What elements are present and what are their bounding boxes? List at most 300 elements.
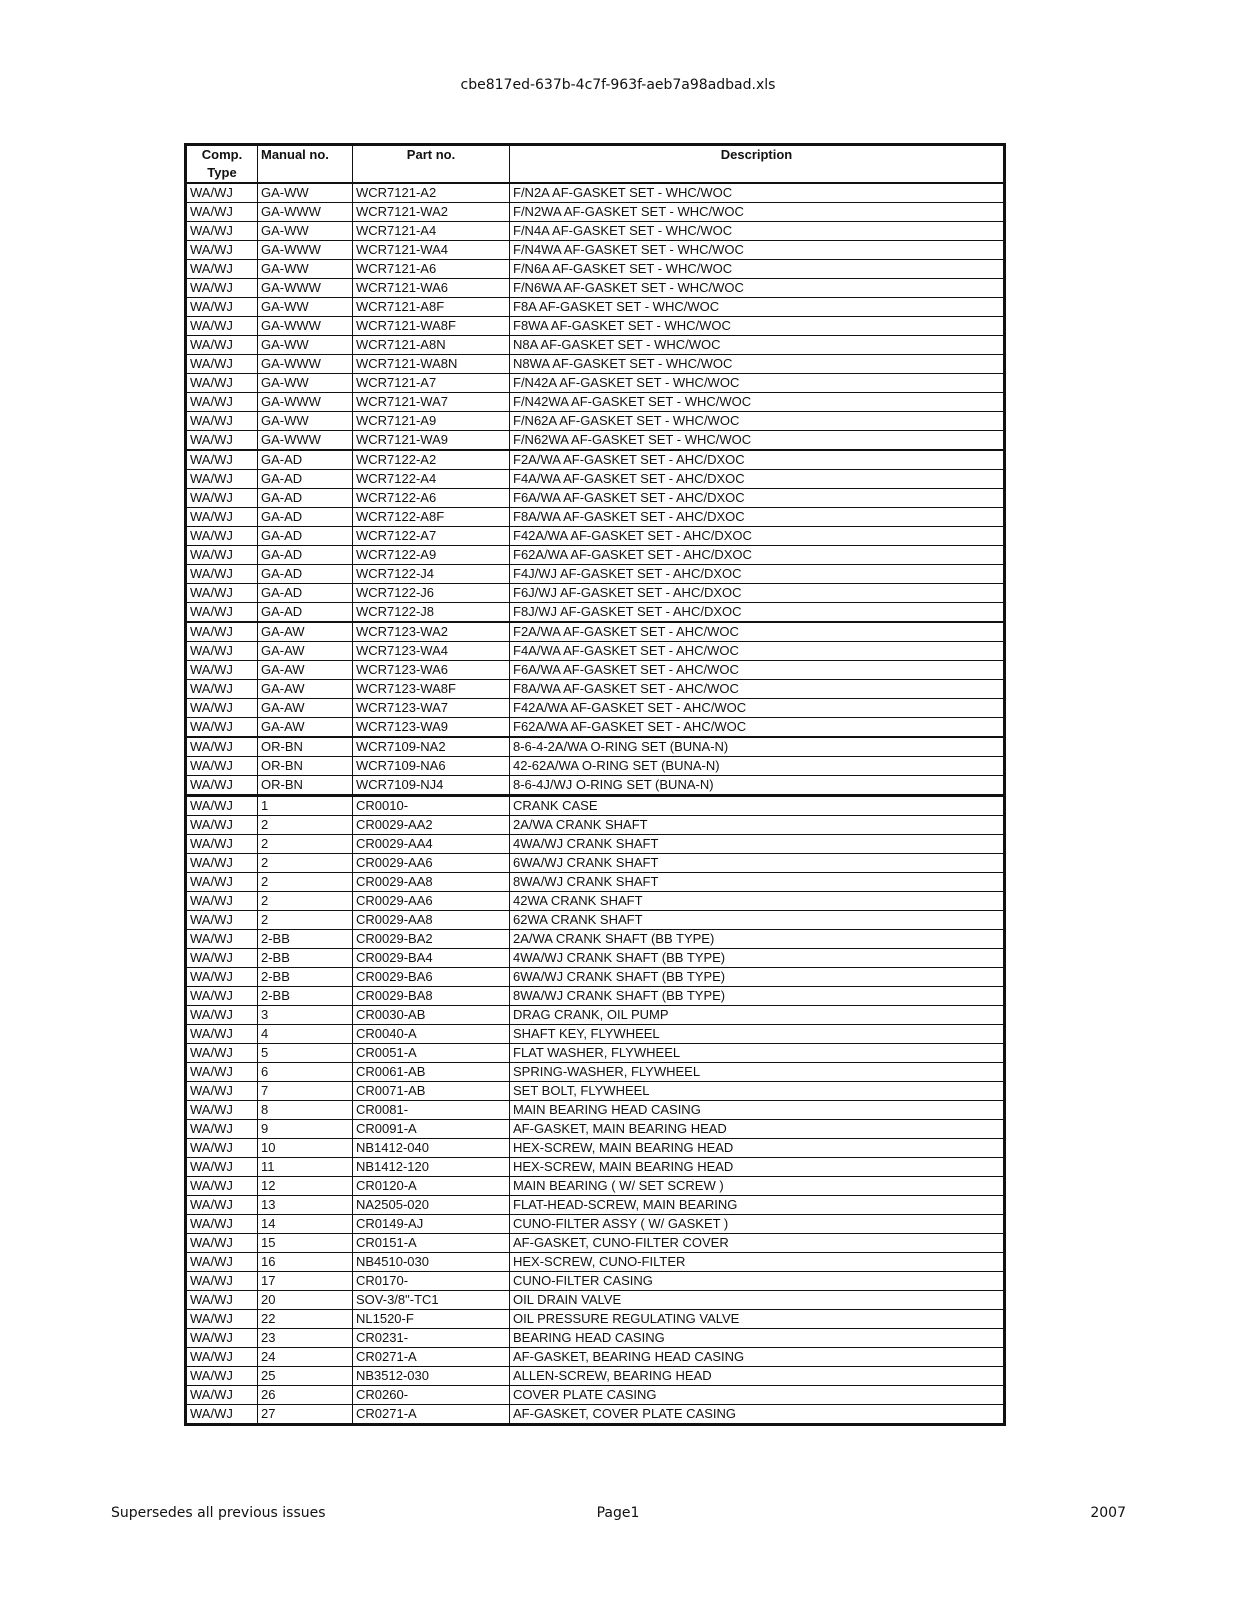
table-row (186, 603, 1005, 623)
cell-manual-no: GA-AW (258, 680, 353, 699)
cell-description: MAIN BEARING HEAD CASING (510, 1101, 1005, 1120)
cell-part-no: WCR7122-A2 (353, 450, 510, 470)
header-comp-type-line2: Type (186, 164, 258, 183)
cell-description: OIL DRAIN VALVE (510, 1291, 1005, 1310)
table-row (186, 1234, 1005, 1253)
cell-description: F8A/WA AF-GASKET SET - AHC/WOC (510, 680, 1005, 699)
cell-part-no: WCR7121-WA4 (353, 241, 510, 260)
cell-comp-type: WA/WJ (186, 1329, 258, 1348)
table-row (186, 968, 1005, 987)
cell-manual-no: GA-WWW (258, 203, 353, 222)
cell-manual-no: 15 (258, 1234, 353, 1253)
cell-manual-no: GA-WW (258, 336, 353, 355)
cell-manual-no: GA-WW (258, 298, 353, 317)
table-row (186, 816, 1005, 835)
cell-description: F2A/WA AF-GASKET SET - AHC/WOC (510, 622, 1005, 642)
cell-description: F4A/WA AF-GASKET SET - AHC/WOC (510, 642, 1005, 661)
cell-part-no: SOV-3/8"-TC1 (353, 1291, 510, 1310)
cell-manual-no: 2 (258, 892, 353, 911)
cell-comp-type: WA/WJ (186, 1291, 258, 1310)
cell-comp-type: WA/WJ (186, 450, 258, 470)
table-row (186, 412, 1005, 431)
table-row (186, 1215, 1005, 1234)
cell-description: F/N2A AF-GASKET SET - WHC/WOC (510, 183, 1005, 203)
cell-part-no: WCR7121-A6 (353, 260, 510, 279)
cell-description: F/N6WA AF-GASKET SET - WHC/WOC (510, 279, 1005, 298)
cell-part-no: WCR7123-WA9 (353, 718, 510, 738)
table-row (186, 1310, 1005, 1329)
cell-description: 42-62A/WA O-RING SET (BUNA-N) (510, 757, 1005, 776)
table-row (186, 911, 1005, 930)
cell-description: HEX-SCREW, MAIN BEARING HEAD (510, 1139, 1005, 1158)
cell-comp-type: WA/WJ (186, 718, 258, 738)
cell-description: 8WA/WJ CRANK SHAFT (BB TYPE) (510, 987, 1005, 1006)
cell-part-no: NB1412-040 (353, 1139, 510, 1158)
cell-comp-type: WA/WJ (186, 835, 258, 854)
cell-comp-type: WA/WJ (186, 911, 258, 930)
header-description: Description (510, 145, 1005, 165)
cell-part-no: CR0029-BA4 (353, 949, 510, 968)
cell-description: BEARING HEAD CASING (510, 1329, 1005, 1348)
cell-part-no: CR0260- (353, 1386, 510, 1405)
cell-manual-no: 27 (258, 1405, 353, 1425)
cell-comp-type: WA/WJ (186, 298, 258, 317)
table-row (186, 718, 1005, 738)
cell-manual-no: 2 (258, 816, 353, 835)
cell-manual-no: GA-WWW (258, 279, 353, 298)
cell-comp-type: WA/WJ (186, 1120, 258, 1139)
table-row (186, 336, 1005, 355)
cell-part-no: CR0029-AA2 (353, 816, 510, 835)
cell-part-no: WCR7121-WA7 (353, 393, 510, 412)
cell-description: F6A/WA AF-GASKET SET - AHC/WOC (510, 661, 1005, 680)
cell-description: 6WA/WJ CRANK SHAFT (510, 854, 1005, 873)
cell-comp-type: WA/WJ (186, 241, 258, 260)
cell-part-no: WCR7121-A8N (353, 336, 510, 355)
cell-manual-no: GA-AW (258, 699, 353, 718)
cell-description: 8-6-4J/WJ O-RING SET (BUNA-N) (510, 776, 1005, 796)
cell-description: 62WA CRANK SHAFT (510, 911, 1005, 930)
cell-comp-type: WA/WJ (186, 737, 258, 757)
cell-manual-no: 26 (258, 1386, 353, 1405)
cell-part-no: WCR7121-A4 (353, 222, 510, 241)
cell-part-no: CR0030-AB (353, 1006, 510, 1025)
cell-part-no: WCR7122-A4 (353, 470, 510, 489)
cell-description: CUNO-FILTER CASING (510, 1272, 1005, 1291)
table-row (186, 1063, 1005, 1082)
table-row (186, 1025, 1005, 1044)
table-row (186, 854, 1005, 873)
cell-manual-no: GA-AD (258, 584, 353, 603)
cell-comp-type: WA/WJ (186, 470, 258, 489)
table-row (186, 203, 1005, 222)
table-row (186, 757, 1005, 776)
cell-comp-type: WA/WJ (186, 930, 258, 949)
cell-manual-no: 2-BB (258, 949, 353, 968)
cell-part-no: CR0091-A (353, 1120, 510, 1139)
cell-comp-type: WA/WJ (186, 1082, 258, 1101)
cell-comp-type: WA/WJ (186, 355, 258, 374)
cell-part-no: WCR7121-WA8N (353, 355, 510, 374)
cell-description: N8A AF-GASKET SET - WHC/WOC (510, 336, 1005, 355)
table-row (186, 222, 1005, 241)
cell-comp-type: WA/WJ (186, 776, 258, 796)
cell-comp-type: WA/WJ (186, 603, 258, 623)
cell-part-no: NL1520-F (353, 1310, 510, 1329)
footer-year: 2007 (1090, 1505, 1126, 1521)
cell-description: HEX-SCREW, CUNO-FILTER (510, 1253, 1005, 1272)
cell-manual-no: 25 (258, 1367, 353, 1386)
cell-comp-type: WA/WJ (186, 1367, 258, 1386)
table-row (186, 949, 1005, 968)
cell-description: F/N6A AF-GASKET SET - WHC/WOC (510, 260, 1005, 279)
cell-description: F42A/WA AF-GASKET SET - AHC/WOC (510, 699, 1005, 718)
cell-manual-no: GA-AD (258, 565, 353, 584)
table-row (186, 1044, 1005, 1063)
cell-description: 4WA/WJ CRANK SHAFT (BB TYPE) (510, 949, 1005, 968)
cell-comp-type: WA/WJ (186, 968, 258, 987)
cell-comp-type: WA/WJ (186, 183, 258, 203)
cell-manual-no: GA-WWW (258, 317, 353, 336)
cell-comp-type: WA/WJ (186, 260, 258, 279)
cell-comp-type: WA/WJ (186, 796, 258, 816)
cell-description: F/N62WA AF-GASKET SET - WHC/WOC (510, 431, 1005, 451)
cell-description: F2A/WA AF-GASKET SET - AHC/DXOC (510, 450, 1005, 470)
cell-description: SPRING-WASHER, FLYWHEEL (510, 1063, 1005, 1082)
table-row (186, 737, 1005, 757)
cell-comp-type: WA/WJ (186, 622, 258, 642)
cell-part-no: CR0061-AB (353, 1063, 510, 1082)
cell-manual-no: 3 (258, 1006, 353, 1025)
cell-manual-no: 1 (258, 796, 353, 816)
cell-part-no: CR0029-AA8 (353, 911, 510, 930)
cell-comp-type: WA/WJ (186, 489, 258, 508)
cell-part-no: CR0271-A (353, 1348, 510, 1367)
header-blank-cell (510, 164, 1005, 183)
cell-description: F8WA AF-GASKET SET - WHC/WOC (510, 317, 1005, 336)
cell-manual-no: GA-AD (258, 527, 353, 546)
cell-comp-type: WA/WJ (186, 412, 258, 431)
cell-comp-type: WA/WJ (186, 987, 258, 1006)
cell-part-no: WCR7109-NA6 (353, 757, 510, 776)
cell-description: ALLEN-SCREW, BEARING HEAD (510, 1367, 1005, 1386)
cell-description: AF-GASKET, BEARING HEAD CASING (510, 1348, 1005, 1367)
table-row (186, 546, 1005, 565)
cell-comp-type: WA/WJ (186, 527, 258, 546)
table-row (186, 317, 1005, 336)
cell-manual-no: 24 (258, 1348, 353, 1367)
cell-manual-no: GA-AW (258, 642, 353, 661)
cell-part-no: WCR7122-A6 (353, 489, 510, 508)
table-row (186, 241, 1005, 260)
table-row (186, 1253, 1005, 1272)
table-row (186, 1291, 1005, 1310)
cell-description: F8A AF-GASKET SET - WHC/WOC (510, 298, 1005, 317)
table-row (186, 1101, 1005, 1120)
cell-manual-no: GA-AD (258, 489, 353, 508)
cell-manual-no: GA-WW (258, 183, 353, 203)
cell-description: N8WA AF-GASKET SET - WHC/WOC (510, 355, 1005, 374)
cell-part-no: NB4510-030 (353, 1253, 510, 1272)
cell-comp-type: WA/WJ (186, 1063, 258, 1082)
cell-manual-no: GA-WW (258, 374, 353, 393)
cell-description: F/N4WA AF-GASKET SET - WHC/WOC (510, 241, 1005, 260)
cell-part-no: CR0029-AA6 (353, 854, 510, 873)
table-row (186, 1158, 1005, 1177)
cell-part-no: WCR7121-WA2 (353, 203, 510, 222)
table-row (186, 1386, 1005, 1405)
cell-manual-no: 12 (258, 1177, 353, 1196)
cell-comp-type: WA/WJ (186, 1006, 258, 1025)
cell-manual-no: OR-BN (258, 737, 353, 757)
cell-manual-no: GA-AD (258, 546, 353, 565)
cell-description: F6A/WA AF-GASKET SET - AHC/DXOC (510, 489, 1005, 508)
cell-comp-type: WA/WJ (186, 393, 258, 412)
cell-part-no: WCR7121-A9 (353, 412, 510, 431)
cell-manual-no: 10 (258, 1139, 353, 1158)
cell-description: F8J/WJ AF-GASKET SET - AHC/DXOC (510, 603, 1005, 623)
cell-description: 8WA/WJ CRANK SHAFT (510, 873, 1005, 892)
cell-part-no: NB1412-120 (353, 1158, 510, 1177)
cell-manual-no: 2 (258, 835, 353, 854)
table-row (186, 298, 1005, 317)
cell-description: OIL PRESSURE REGULATING VALVE (510, 1310, 1005, 1329)
cell-description: F4A/WA AF-GASKET SET - AHC/DXOC (510, 470, 1005, 489)
cell-comp-type: WA/WJ (186, 1386, 258, 1405)
table-body (186, 183, 1005, 1425)
table-row (186, 622, 1005, 642)
cell-comp-type: WA/WJ (186, 317, 258, 336)
cell-part-no: CR0151-A (353, 1234, 510, 1253)
cell-manual-no: GA-WWW (258, 241, 353, 260)
table-row (186, 680, 1005, 699)
table-row (186, 835, 1005, 854)
cell-comp-type: WA/WJ (186, 949, 258, 968)
cell-comp-type: WA/WJ (186, 222, 258, 241)
table-row (186, 661, 1005, 680)
cell-part-no: CR0010- (353, 796, 510, 816)
table-row (186, 279, 1005, 298)
cell-part-no: CR0029-BA2 (353, 930, 510, 949)
table-row (186, 1196, 1005, 1215)
cell-description: F/N42WA AF-GASKET SET - WHC/WOC (510, 393, 1005, 412)
cell-description: AF-GASKET, CUNO-FILTER COVER (510, 1234, 1005, 1253)
cell-comp-type: WA/WJ (186, 1101, 258, 1120)
cell-comp-type: WA/WJ (186, 565, 258, 584)
cell-manual-no: 2 (258, 873, 353, 892)
cell-manual-no: GA-AD (258, 450, 353, 470)
table-row (186, 1405, 1005, 1425)
cell-comp-type: WA/WJ (186, 661, 258, 680)
cell-comp-type: WA/WJ (186, 431, 258, 451)
cell-manual-no: 22 (258, 1310, 353, 1329)
cell-part-no: WCR7122-A7 (353, 527, 510, 546)
cell-comp-type: WA/WJ (186, 508, 258, 527)
cell-part-no: WCR7109-NJ4 (353, 776, 510, 796)
table-row (186, 527, 1005, 546)
header-blank-cell (353, 164, 510, 183)
cell-part-no: WCR7121-A2 (353, 183, 510, 203)
header-manual-no: Manual no. (258, 145, 353, 165)
cell-manual-no: GA-WWW (258, 355, 353, 374)
cell-part-no: WCR7109-NA2 (353, 737, 510, 757)
cell-description: F/N62A AF-GASKET SET - WHC/WOC (510, 412, 1005, 431)
table-row (186, 470, 1005, 489)
cell-part-no: CR0040-A (353, 1025, 510, 1044)
cell-comp-type: WA/WJ (186, 1234, 258, 1253)
header-comp-type: Comp. (186, 145, 258, 165)
table-row (186, 584, 1005, 603)
footer-page-number: Page1 (596, 1505, 640, 1521)
cell-manual-no: 11 (258, 1158, 353, 1177)
cell-manual-no: 2 (258, 854, 353, 873)
cell-description: COVER PLATE CASING (510, 1386, 1005, 1405)
cell-comp-type: WA/WJ (186, 546, 258, 565)
cell-part-no: CR0029-AA8 (353, 873, 510, 892)
cell-manual-no: 20 (258, 1291, 353, 1310)
cell-manual-no: 7 (258, 1082, 353, 1101)
cell-part-no: CR0081- (353, 1101, 510, 1120)
cell-part-no: CR0029-AA4 (353, 835, 510, 854)
cell-manual-no: 14 (258, 1215, 353, 1234)
cell-part-no: CR0029-AA6 (353, 892, 510, 911)
cell-manual-no: GA-AW (258, 622, 353, 642)
cell-description: 2A/WA CRANK SHAFT (BB TYPE) (510, 930, 1005, 949)
cell-description: SET BOLT, FLYWHEEL (510, 1082, 1005, 1101)
cell-manual-no: GA-WWW (258, 431, 353, 451)
table-row (186, 1367, 1005, 1386)
cell-comp-type: WA/WJ (186, 642, 258, 661)
cell-comp-type: WA/WJ (186, 1044, 258, 1063)
cell-part-no: NB3512-030 (353, 1367, 510, 1386)
cell-part-no: WCR7123-WA8F (353, 680, 510, 699)
cell-part-no: WCR7121-A8F (353, 298, 510, 317)
cell-comp-type: WA/WJ (186, 1158, 258, 1177)
cell-description: 4WA/WJ CRANK SHAFT (510, 835, 1005, 854)
table-row (186, 796, 1005, 816)
cell-manual-no: 2-BB (258, 930, 353, 949)
table-row (186, 565, 1005, 584)
cell-part-no: WCR7123-WA4 (353, 642, 510, 661)
cell-manual-no: GA-AW (258, 661, 353, 680)
cell-comp-type: WA/WJ (186, 1139, 258, 1158)
cell-part-no: WCR7121-WA9 (353, 431, 510, 451)
cell-description: F62A/WA AF-GASKET SET - AHC/DXOC (510, 546, 1005, 565)
cell-comp-type: WA/WJ (186, 1253, 258, 1272)
cell-part-no: CR0029-BA8 (353, 987, 510, 1006)
cell-description: CRANK CASE (510, 796, 1005, 816)
cell-manual-no: OR-BN (258, 757, 353, 776)
cell-comp-type: WA/WJ (186, 279, 258, 298)
cell-description: SHAFT KEY, FLYWHEEL (510, 1025, 1005, 1044)
parts-table (184, 143, 1006, 1426)
cell-part-no: CR0149-AJ (353, 1215, 510, 1234)
cell-description: F/N42A AF-GASKET SET - WHC/WOC (510, 374, 1005, 393)
footer-supersedes: Supersedes all previous issues (111, 1505, 326, 1521)
table-row (186, 355, 1005, 374)
cell-manual-no: GA-AD (258, 508, 353, 527)
cell-comp-type: WA/WJ (186, 854, 258, 873)
table-row (186, 1082, 1005, 1101)
cell-description: 8-6-4-2A/WA O-RING SET (BUNA-N) (510, 737, 1005, 757)
table-row (186, 892, 1005, 911)
cell-part-no: CR0120-A (353, 1177, 510, 1196)
cell-comp-type: WA/WJ (186, 816, 258, 835)
cell-description: F62A/WA AF-GASKET SET - AHC/WOC (510, 718, 1005, 738)
cell-part-no: WCR7122-J4 (353, 565, 510, 584)
cell-comp-type: WA/WJ (186, 699, 258, 718)
cell-description: MAIN BEARING ( W/ SET SCREW ) (510, 1177, 1005, 1196)
cell-comp-type: WA/WJ (186, 1348, 258, 1367)
cell-part-no: WCR7121-WA8F (353, 317, 510, 336)
cell-description: F/N2WA AF-GASKET SET - WHC/WOC (510, 203, 1005, 222)
table-row (186, 508, 1005, 527)
cell-part-no: WCR7122-A8F (353, 508, 510, 527)
cell-description: F/N4A AF-GASKET SET - WHC/WOC (510, 222, 1005, 241)
cell-manual-no: 13 (258, 1196, 353, 1215)
cell-part-no: WCR7121-WA6 (353, 279, 510, 298)
cell-part-no: WCR7123-WA2 (353, 622, 510, 642)
cell-manual-no: 23 (258, 1329, 353, 1348)
table-row (186, 1272, 1005, 1291)
table-row (186, 987, 1005, 1006)
cell-description: F4J/WJ AF-GASKET SET - AHC/DXOC (510, 565, 1005, 584)
cell-description: F6J/WJ AF-GASKET SET - AHC/DXOC (510, 584, 1005, 603)
cell-part-no: CR0029-BA6 (353, 968, 510, 987)
cell-part-no: WCR7122-J8 (353, 603, 510, 623)
table-row (186, 1006, 1005, 1025)
cell-manual-no: 5 (258, 1044, 353, 1063)
cell-part-no: CR0271-A (353, 1405, 510, 1425)
cell-comp-type: WA/WJ (186, 203, 258, 222)
cell-part-no: WCR7123-WA7 (353, 699, 510, 718)
cell-description: 2A/WA CRANK SHAFT (510, 816, 1005, 835)
file-title: cbe817ed-637b-4c7f-963f-aeb7a98adbad.xls (460, 77, 776, 93)
table-row (186, 1348, 1005, 1367)
cell-manual-no: 17 (258, 1272, 353, 1291)
table-row (186, 776, 1005, 796)
cell-description: 42WA CRANK SHAFT (510, 892, 1005, 911)
cell-comp-type: WA/WJ (186, 584, 258, 603)
cell-manual-no: 6 (258, 1063, 353, 1082)
cell-manual-no: GA-AD (258, 470, 353, 489)
cell-description: AF-GASKET, MAIN BEARING HEAD (510, 1120, 1005, 1139)
cell-comp-type: WA/WJ (186, 1177, 258, 1196)
cell-part-no: WCR7123-WA6 (353, 661, 510, 680)
table-row (186, 260, 1005, 279)
cell-manual-no: 9 (258, 1120, 353, 1139)
table-row (186, 450, 1005, 470)
cell-manual-no: GA-WWW (258, 393, 353, 412)
table-row (186, 930, 1005, 949)
cell-manual-no: OR-BN (258, 776, 353, 796)
cell-part-no: CR0231- (353, 1329, 510, 1348)
header-blank-cell (258, 164, 353, 183)
cell-comp-type: WA/WJ (186, 1272, 258, 1291)
cell-manual-no: GA-AD (258, 603, 353, 623)
table-header (186, 145, 1005, 184)
cell-manual-no: GA-AW (258, 718, 353, 738)
cell-comp-type: WA/WJ (186, 1196, 258, 1215)
cell-part-no: CR0051-A (353, 1044, 510, 1063)
cell-part-no: CR0170- (353, 1272, 510, 1291)
cell-manual-no: GA-WW (258, 222, 353, 241)
cell-description: 6WA/WJ CRANK SHAFT (BB TYPE) (510, 968, 1005, 987)
cell-comp-type: WA/WJ (186, 374, 258, 393)
cell-comp-type: WA/WJ (186, 873, 258, 892)
cell-manual-no: GA-WW (258, 260, 353, 279)
table-row (186, 1177, 1005, 1196)
